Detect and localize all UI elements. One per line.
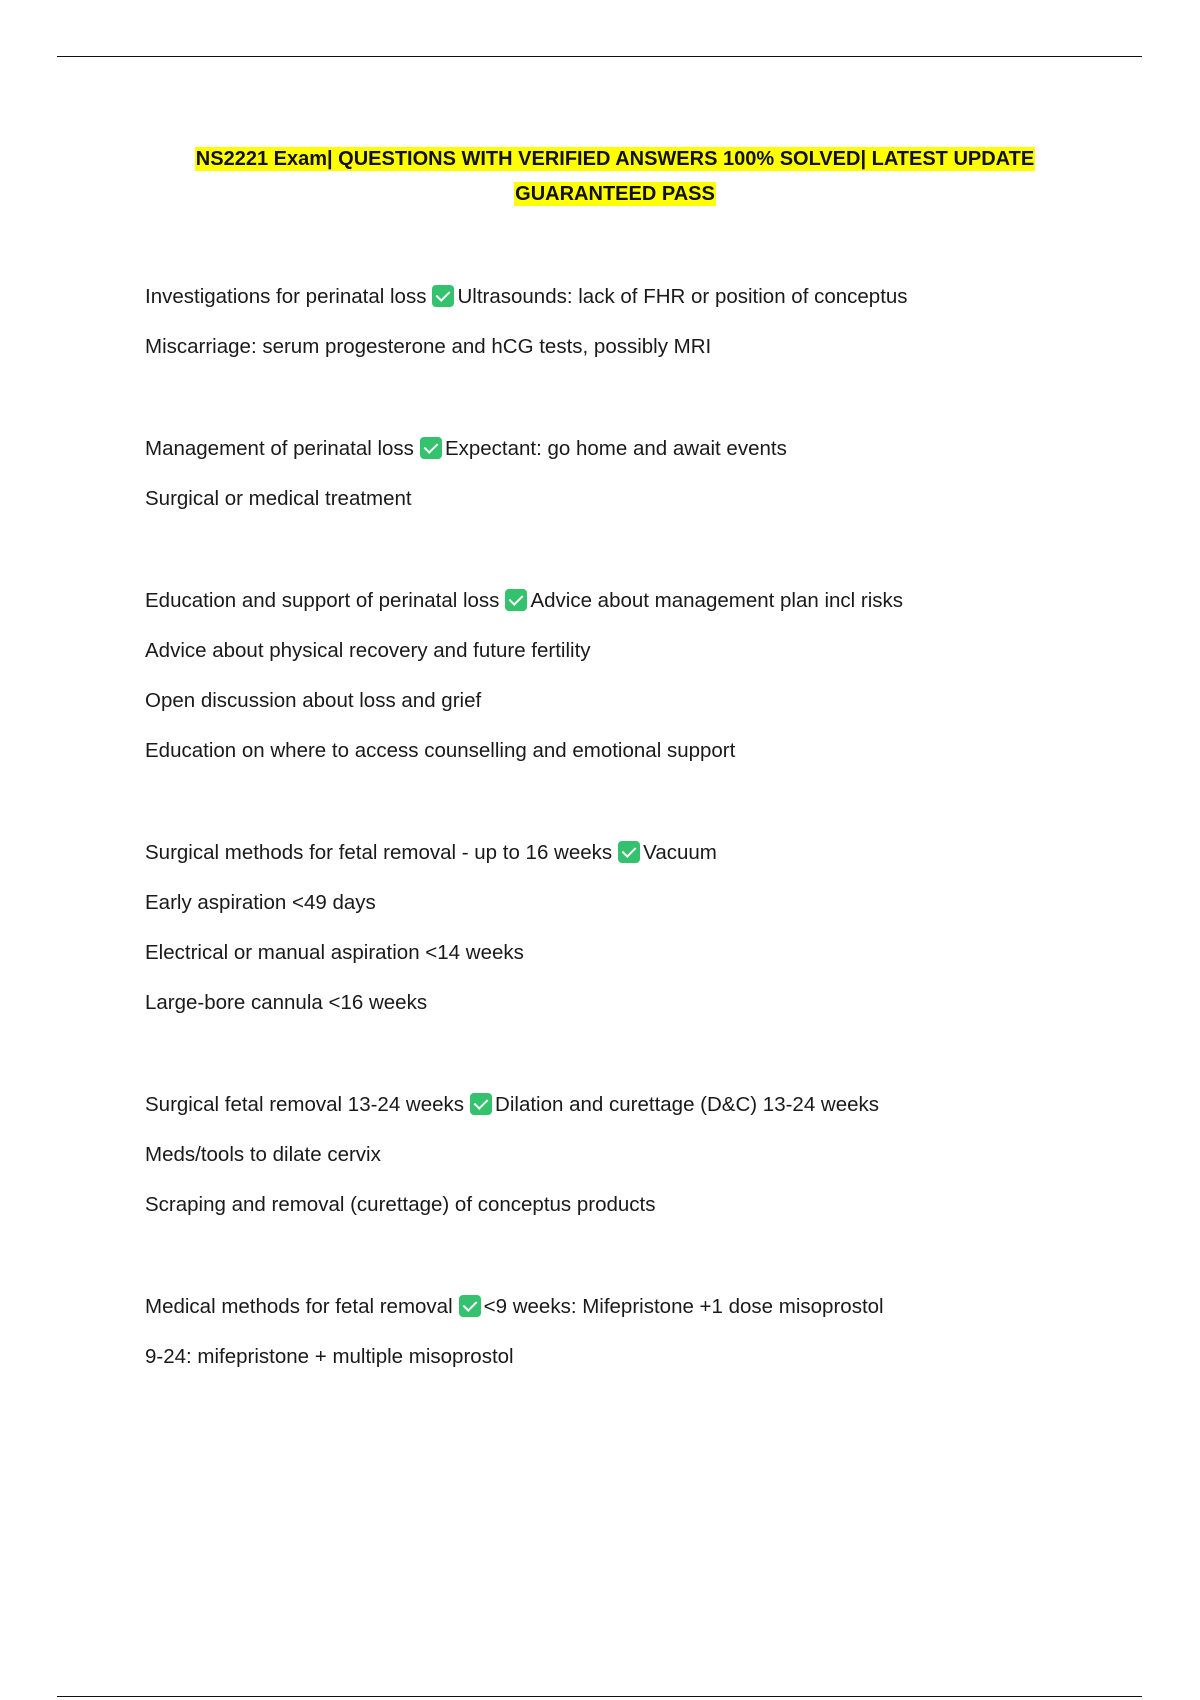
check-mark-icon xyxy=(459,1295,481,1317)
title-line-1: NS2221 Exam| QUESTIONS WITH VERIFIED ANSWERS 100% SOLVED| LATEST UPDATE xyxy=(195,148,1035,170)
qa-question-line xyxy=(145,431,1145,481)
qa-item xyxy=(145,1289,1145,1389)
qa-item xyxy=(145,279,1145,379)
qa-question-line xyxy=(145,583,1145,633)
qa-item xyxy=(145,431,1145,531)
question-text: Education and support of perinatal loss xyxy=(145,589,500,612)
check-mark-icon xyxy=(420,437,442,459)
answer-detail-line: Large-bore cannula <16 weeks xyxy=(145,991,428,1014)
answer-text: <9 weeks: Mifepristone +1 dose misoprostol xyxy=(483,1295,884,1318)
qa-question-line xyxy=(145,279,1145,329)
qa-question-line xyxy=(145,1289,1145,1339)
answer-detail-line: Advice about physical recovery and future fertility xyxy=(145,639,591,662)
question-text: Surgical methods for fetal removal - up to 16 weeks xyxy=(145,841,613,864)
title-line-2: GUARANTEED PASS xyxy=(515,183,715,205)
answer-detail-line: Education on where to access counselling and emotional support xyxy=(145,739,736,762)
qa-list xyxy=(145,279,1145,1389)
qa-item xyxy=(145,835,1145,1035)
footer-rule xyxy=(57,1696,1142,1697)
answer-detail-line: Surgical or medical treatment xyxy=(145,487,412,510)
check-mark-icon xyxy=(470,1093,492,1115)
check-mark-icon xyxy=(432,285,454,307)
qa-question-line xyxy=(145,835,1145,885)
check-mark-icon xyxy=(505,589,527,611)
answer-text: Dilation and curettage (D&C) 13-24 weeks xyxy=(495,1093,880,1116)
answer-detail-line: Early aspiration <49 days xyxy=(145,891,376,914)
answer-text: Advice about management plan incl risks xyxy=(530,589,904,612)
question-text: Medical methods for fetal removal xyxy=(145,1295,453,1318)
question-text: Surgical fetal removal 13-24 weeks xyxy=(145,1093,465,1116)
answer-detail-line: Open discussion about loss and grief xyxy=(145,689,482,712)
header-rule xyxy=(57,56,1142,57)
check-mark-icon xyxy=(618,841,640,863)
answer-detail-line: Miscarriage: serum progesterone and hCG tests, possibly MRI xyxy=(145,335,712,358)
answer-text: Vacuum xyxy=(643,841,717,864)
answer-text: Ultrasounds: lack of FHR or position of conceptus xyxy=(457,285,908,308)
answer-detail-line: Electrical or manual aspiration <14 weeks xyxy=(145,941,524,964)
answer-text: Expectant: go home and await events xyxy=(444,437,787,460)
qa-item xyxy=(145,583,1145,783)
qa-question-line xyxy=(145,1087,1145,1137)
question-text: Investigations for perinatal loss xyxy=(145,285,427,308)
question-text: Management of perinatal loss xyxy=(145,437,414,460)
answer-detail-line: Scraping and removal (curettage) of conceptus products xyxy=(145,1193,656,1216)
answer-detail-line: Meds/tools to dilate cervix xyxy=(145,1143,381,1166)
qa-item xyxy=(145,1087,1145,1237)
answer-detail-line: 9-24: mifepristone + multiple misoprostol xyxy=(145,1345,514,1368)
document-title xyxy=(0,142,1200,212)
